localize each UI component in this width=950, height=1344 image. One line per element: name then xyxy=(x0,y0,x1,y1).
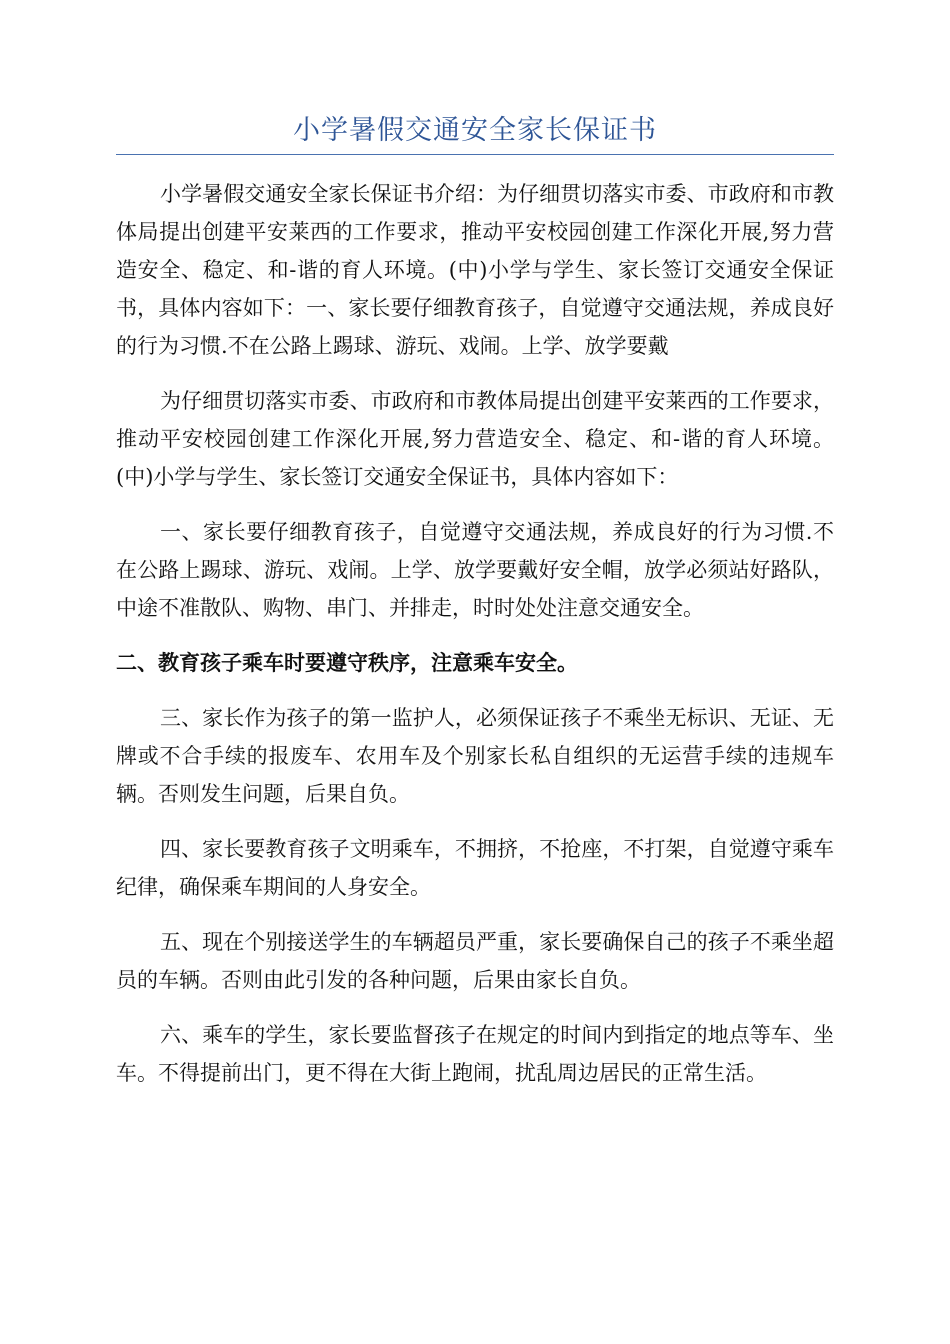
context-paragraph: 为仔细贯切落实市委、市政府和市教体局提出创建平安莱西的工作要求，推动平安校园创建工作深化开展,努力营造安全、稳定、和-谐的育人环境。(中)小学与学生、家长签订交通安全保证书，具体内容如下： xyxy=(116,389,834,489)
clause-4-paragraph: 四、家长要教育孩子文明乘车，不拥挤，不抢座，不打架，自觉遵守乘车纪律，确保乘车期间的人身安全。 xyxy=(116,837,834,899)
clause-6-paragraph: 六、乘车的学生，家长要监督孩子在规定的时间内到指定的地点等车、坐车。不得提前出门，更不得在大街上跑闹，扰乱周边居民的正常生活。 xyxy=(116,1023,834,1085)
title-underline xyxy=(116,154,834,155)
clause-2-heading: 二、教育孩子乘车时要遵守秩序，注意乘车安全。 xyxy=(116,650,578,675)
clause-1-paragraph: 一、家长要仔细教育孩子，自觉遵守交通法规，养成良好的行为习惯.不在公路上踢球、游玩、戏闹。上学、放学要戴好安全帽，放学必须站好路队，中途不准散队、购物、串门、并排走，时时处处注意交通安全。 xyxy=(116,520,834,620)
clause-5-paragraph: 五、现在个别接送学生的车辆超员严重，家长要确保自己的孩子不乘坐超员的车辆。否则由此引发的各种问题，后果由家长自负。 xyxy=(116,930,834,992)
document-page xyxy=(116,112,834,1109)
clause-3-paragraph: 三、家长作为孩子的第一监护人，必须保证孩子不乘坐无标识、无证、无牌或不合手续的报废车、农用车及个别家长私自组织的无运营手续的违规车辆。否则发生问题，后果自负。 xyxy=(116,706,834,806)
document-title: 小学暑假交通安全家长保证书 xyxy=(293,115,657,146)
intro-paragraph: 小学暑假交通安全家长保证书介绍：为仔细贯切落实市委、市政府和市教体局提出创建平安莱西的工作要求，推动平安校园创建工作深化开展,努力营造安全、稳定、和-谐的育人环境。(中)小学与学生、家长签订交通安全保证书，具体内容如下：一、家长要仔细教育孩子，自觉遵守交通法规，养成良好的行为习惯.不在公路上踢球、游玩、戏闹。上学、放学要戴 xyxy=(116,182,834,358)
